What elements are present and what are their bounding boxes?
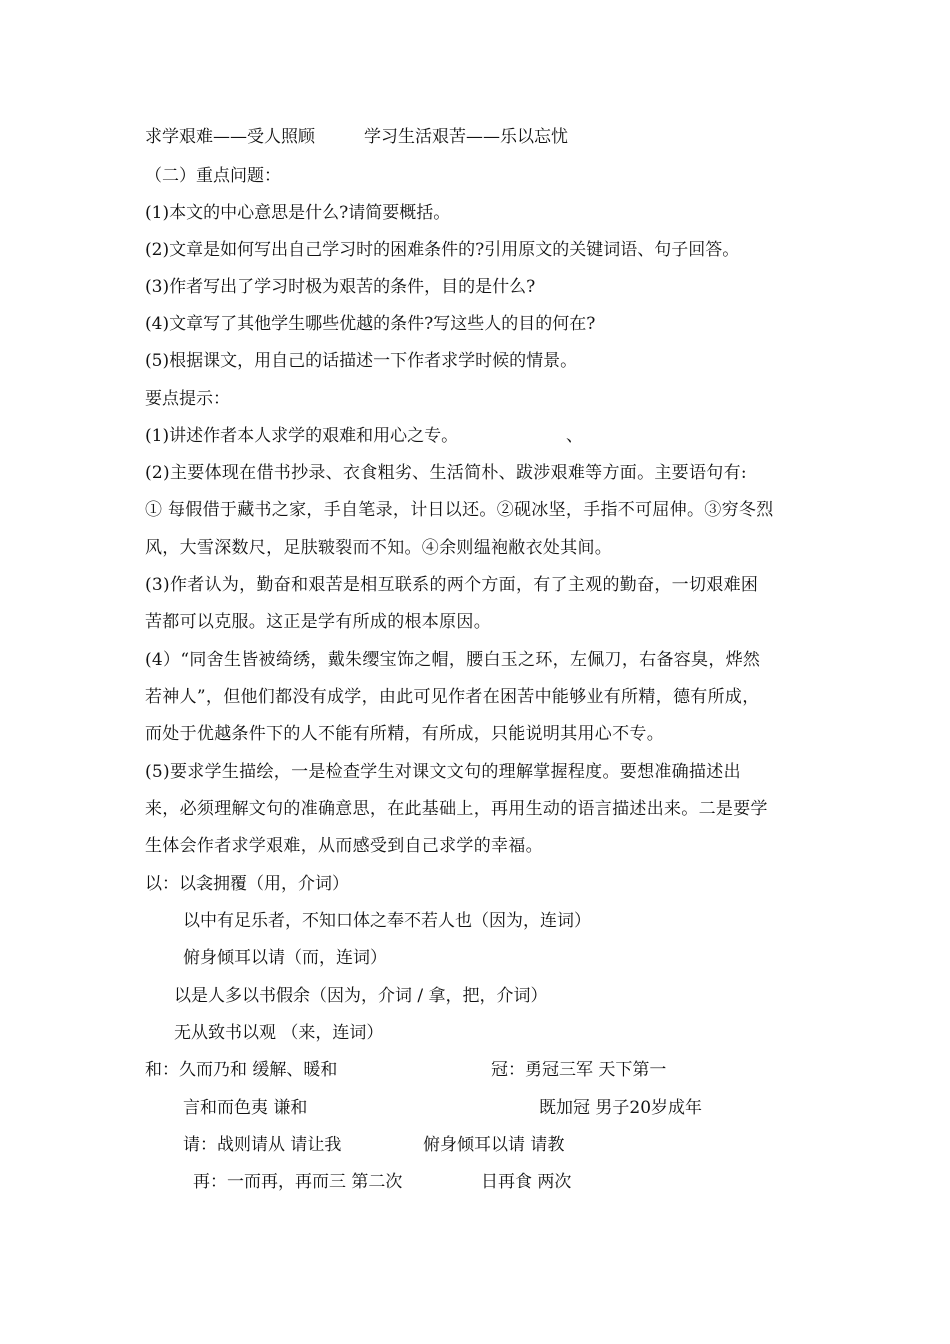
vocab-yi-2: 以中有足乐者，不知口体之奉不若人也（因为，连词） <box>183 911 591 931</box>
question-3: (3)作者写出了学习时极为艰苦的条件，目的是什么? <box>145 277 536 297</box>
hint-5-line-1: (5)要求学生描绘，一是检查学生对课文文句的理解掌握程度。要想准确描述出 <box>145 762 741 782</box>
vocab-yi-3: 俯身倾耳以请（而，连词） <box>183 948 387 968</box>
vocab-guan-2: 既加冠 男子20岁成年 <box>539 1098 703 1118</box>
question-2: (2)文章是如何写出自己学习时的困难条件的?引用原文的关键词语、句子回答。 <box>145 240 740 260</box>
hint-4-line-1: (4）“同舍生皆被绮绣，戴朱缨宝饰之帽，腰白玉之环，左佩刀，右备容臭，烨然 <box>145 650 761 670</box>
hint-4-line-3: 而处于优越条件下的人不能有所精，有所成，只能说明其用心不专。 <box>145 724 664 744</box>
hint-1-mark: 、 <box>566 426 583 446</box>
hint-3-line-2: 苦都可以克服。这正是学有所成的根本原因。 <box>145 612 491 632</box>
vocab-zai-2: 日再食 两次 <box>481 1172 572 1192</box>
hint-2-line-3: 风，大雪深数尺，足肤皲裂而不知。④余则缊袍敝衣处其间。 <box>145 538 613 558</box>
hint-3-line-1: (3)作者认为，勤奋和艰苦是相互联系的两个方面，有了主观的勤奋，一切艰难困 <box>145 575 759 595</box>
vocab-he-2: 言和而色夷 谦和 <box>183 1098 308 1118</box>
hint-5-line-2: 来，必须理解文句的准确意思，在此基础上，再用生动的语言描述出来。二是要学 <box>145 799 768 819</box>
hints-heading: 要点提示： <box>145 389 230 409</box>
question-5: (5)根据课文，用自己的话描述一下作者求学时候的情景。 <box>145 351 578 371</box>
vocab-yi-5: 无从致书以观 （来，连词） <box>174 1023 384 1043</box>
hint-1: (1)讲述作者本人求学的艰难和用心之专。 <box>145 426 459 446</box>
summary-left: 求学艰难——受人照顾 <box>145 127 315 147</box>
vocab-he-1: 和：久而乃和 缓解、暖和 <box>145 1060 338 1080</box>
question-1: (1)本文的中心意思是什么?请简要概括。 <box>145 203 451 223</box>
vocab-qing-2: 俯身倾耳以请 请教 <box>423 1135 565 1155</box>
key-questions-heading: （二）重点问题： <box>145 166 281 186</box>
hint-2-line-2: ① 每假借于藏书之家，手自笔录，计日以还。②砚冰坚，手指不可屈伸。③穷冬烈 <box>145 500 774 520</box>
hint-2-line-1: (2)主要体现在借书抄录、衣食粗劣、生活简朴、跋涉艰难等方面。主要语句有: <box>145 463 747 483</box>
hint-5-line-3: 生体会作者求学艰难，从而感受到自己求学的幸福。 <box>145 836 543 856</box>
hint-4-line-2: 若神人”，但他们都没有成学，由此可见作者在困苦中能够业有所精，德有所成， <box>145 687 760 707</box>
vocab-guan-1: 冠：勇冠三军 天下第一 <box>491 1060 667 1080</box>
vocab-yi-4: 以是人多以书假余（因为，介词 / 拿，把，介词） <box>174 986 548 1006</box>
vocab-zai-1: 再：一而再，再而三 第二次 <box>193 1172 403 1192</box>
summary-right: 学习生活艰苦——乐以忘忧 <box>364 127 568 147</box>
vocab-yi-1: 以：以衾拥覆（用，介词） <box>145 874 349 894</box>
question-4: (4)文章写了其他学生哪些优越的条件?写这些人的目的何在? <box>145 314 596 334</box>
vocab-qing-1: 请：战则请从 请让我 <box>183 1135 342 1155</box>
